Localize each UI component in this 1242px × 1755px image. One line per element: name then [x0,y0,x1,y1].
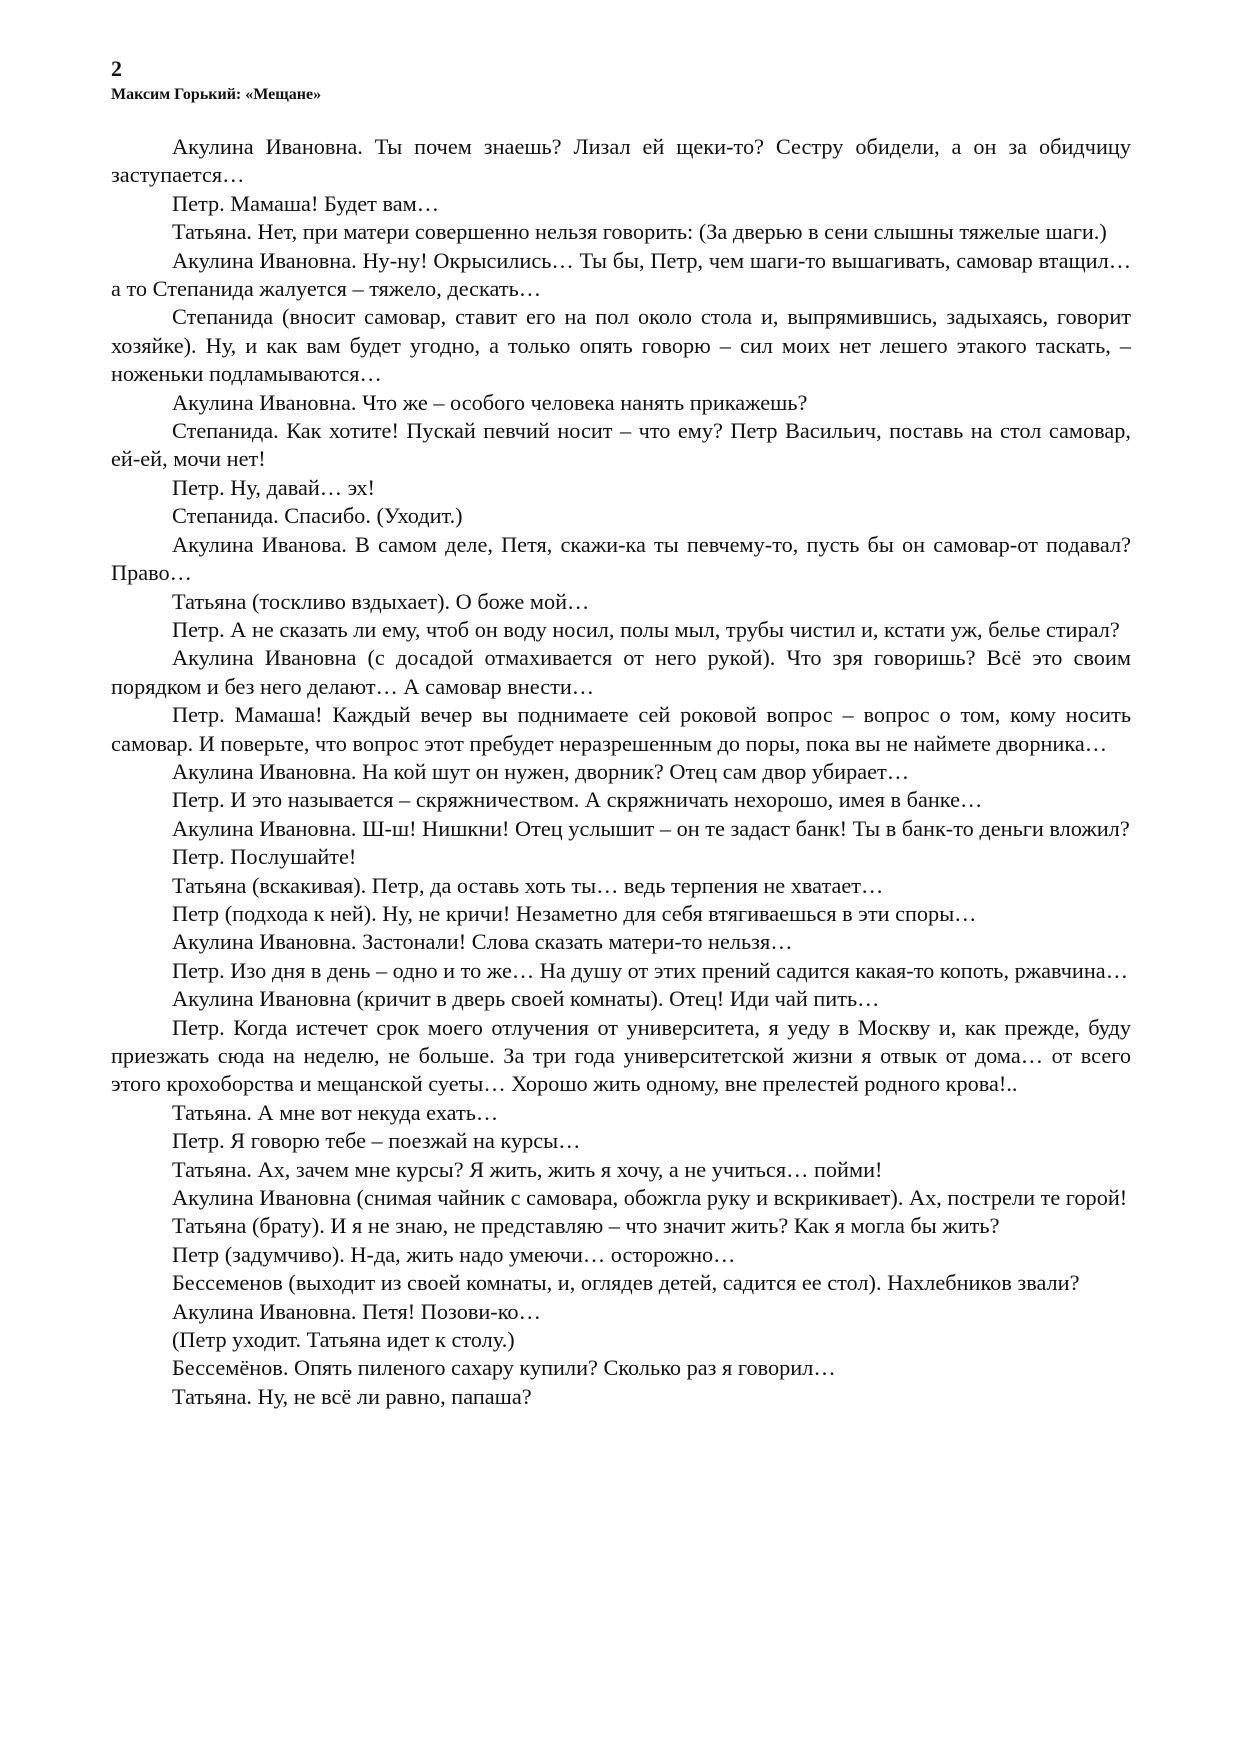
dialogue-paragraph: Петр. Когда истечет срок моего отлучения от университета, я уеду в Москву и, как прежде, буду приезжать сюда на неделю, не больше. За три года университетской жизни я отвык от дома… от всего этого крохоборства и мещанской суеты… Хорошо жить одному, вне прелестей родного крова!.. [111,1014,1131,1097]
dialogue-paragraph: Татьяна. Нет, при матери совершенно нельзя говорить: (За дверью в сени слышны тяжелые шаги.) [172,219,1107,245]
dialogue-paragraph: Татьяна (тоскливо вздыхает). О боже мой… [172,588,590,614]
dialogue-paragraph: Акулина Ивановна. Ш-ш! Нишкни! Отец услышит – он те задаст банк! Ты в банк-то деньги вложил? [172,815,1130,841]
dialogue-paragraph: Петр. Мамаша! Каждый вечер вы поднимаете сей роковой вопрос – вопрос о том, кому носить самовар. И поверьте, что вопрос этот пребудет неразрешенным до поры, пока вы не наймете дворника… [111,702,1131,756]
dialogue-paragraph: Петр. Изо дня в день – одно и то же… На душу от этих прений садится какая-то копоть, ржавчина… [172,957,1128,983]
dialogue-paragraph: Петр. Мамаша! Будет вам… [172,190,440,216]
dialogue-paragraph: Акулина Ивановна (с досадой отмахивается от него рукой). Что зря говоришь? Всё это своим порядком и без него делают… А самовар внести… [111,645,1131,699]
dialogue-paragraph: Бессемёнов. Опять пиленого сахару купили? Сколько раз я говорил… [172,1355,836,1381]
dialogue-paragraph: Бессеменов (выходит из своей комнаты, и, оглядев детей, садится ее стол). Нахлебников звали? [172,1270,1080,1296]
dialogue-paragraph: Степанида (вносит самовар, ставит его на пол около стола и, выпрямившись, задыхаясь, говорит хозяйке). Ну, и как вам будет угодно, а только опять говорю – сил моих нет лешего этакого таскать, – ноженьки подламываются… [111,304,1131,387]
text-body [111,133,1131,1411]
dialogue-paragraph: Степанида. Как хотите! Пускай певчий носит – что ему? Петр Васильич, поставь на стол самовар, ей-ей, мочи нет! [111,418,1131,472]
running-title: Максим Горький: «Мещане» [111,86,322,103]
dialogue-paragraph: Татьяна (вскакивая). Петр, да оставь хоть ты… ведь терпения не хватает… [172,872,884,898]
dialogue-paragraph: Акулина Иванова. В самом деле, Петя, скажи-ка ты певчему-то, пусть бы он самовар-от подавал? Право… [111,531,1131,586]
dialogue-paragraph: Акулина Ивановна. Ну-ну! Окрысились… Ты бы, Петр, чем шаги-то вышагивать, самовар втащил… а то Степанида жалуется – тяжело, дескать… [111,247,1131,302]
dialogue-paragraph: Петр (подхода к ней). Ну, не кричи! Незаметно для себя втягиваешься в эти споры… [172,900,977,926]
dialogue-paragraph: (Петр уходит. Татьяна идет к столу.) [172,1327,515,1353]
dialogue-paragraph: Акулина Ивановна (снимая чайник с самовара, обожгла руку и вскрикивает). Ах, пострели те горой! [172,1185,1128,1211]
dialogue-paragraph: Степанида. Спасибо. (Уходит.) [172,503,463,529]
dialogue-paragraph: Татьяна. Ах, зачем мне курсы? Я жить, жить я хочу, а не учиться… пойми! [172,1156,883,1182]
dialogue-paragraph: Петр. Послушайте! [172,844,357,870]
dialogue-paragraph: Петр. Ну, давай… эх! [172,474,375,500]
dialogue-paragraph: Татьяна. А мне вот некуда ехать… [172,1099,499,1125]
dialogue-paragraph: Акулина Ивановна. Застонали! Слова сказать матери-то нельзя… [172,929,793,955]
dialogue-paragraph: Петр. И это называется – скряжничеством. А скряжничать нехорошо, имея в банке… [172,787,983,813]
dialogue-paragraph: Акулина Ивановна. Ты почем знаешь? Лизал ей щеки-то? Сестру обидели, а он за обидчицу заступается… [111,134,1131,188]
page-number: 2 [111,56,122,81]
dialogue-paragraph: Татьяна (брату). И я не знаю, не представляю – что значит жить? Как я могла бы жить? [172,1213,1000,1239]
dialogue-paragraph: Акулина Ивановна. На кой шут он нужен, дворник? Отец сам двор убирает… [172,758,910,784]
dialogue-paragraph: Петр. Я говорю тебе – поезжай на курсы… [172,1128,581,1154]
dialogue-paragraph: Петр (задумчиво). Н-да, жить надо умеючи… осторожно… [172,1241,736,1267]
dialogue-paragraph: Татьяна. Ну, не всё ли равно, папаша? [172,1383,532,1409]
dialogue-paragraph: Петр. А не сказать ли ему, чтоб он воду носил, полы мыл, трубы чистил и, кстати уж, белье стирал? [172,616,1120,642]
dialogue-paragraph: Акулина Ивановна (кричит в дверь своей комнаты). Отец! Иди чай пить… [172,986,880,1012]
dialogue-paragraph: Акулина Ивановна. Что же – особого человека нанять прикажешь? [172,389,808,415]
dialogue-paragraph: Акулина Ивановна. Петя! Позови-ко… [172,1298,541,1324]
